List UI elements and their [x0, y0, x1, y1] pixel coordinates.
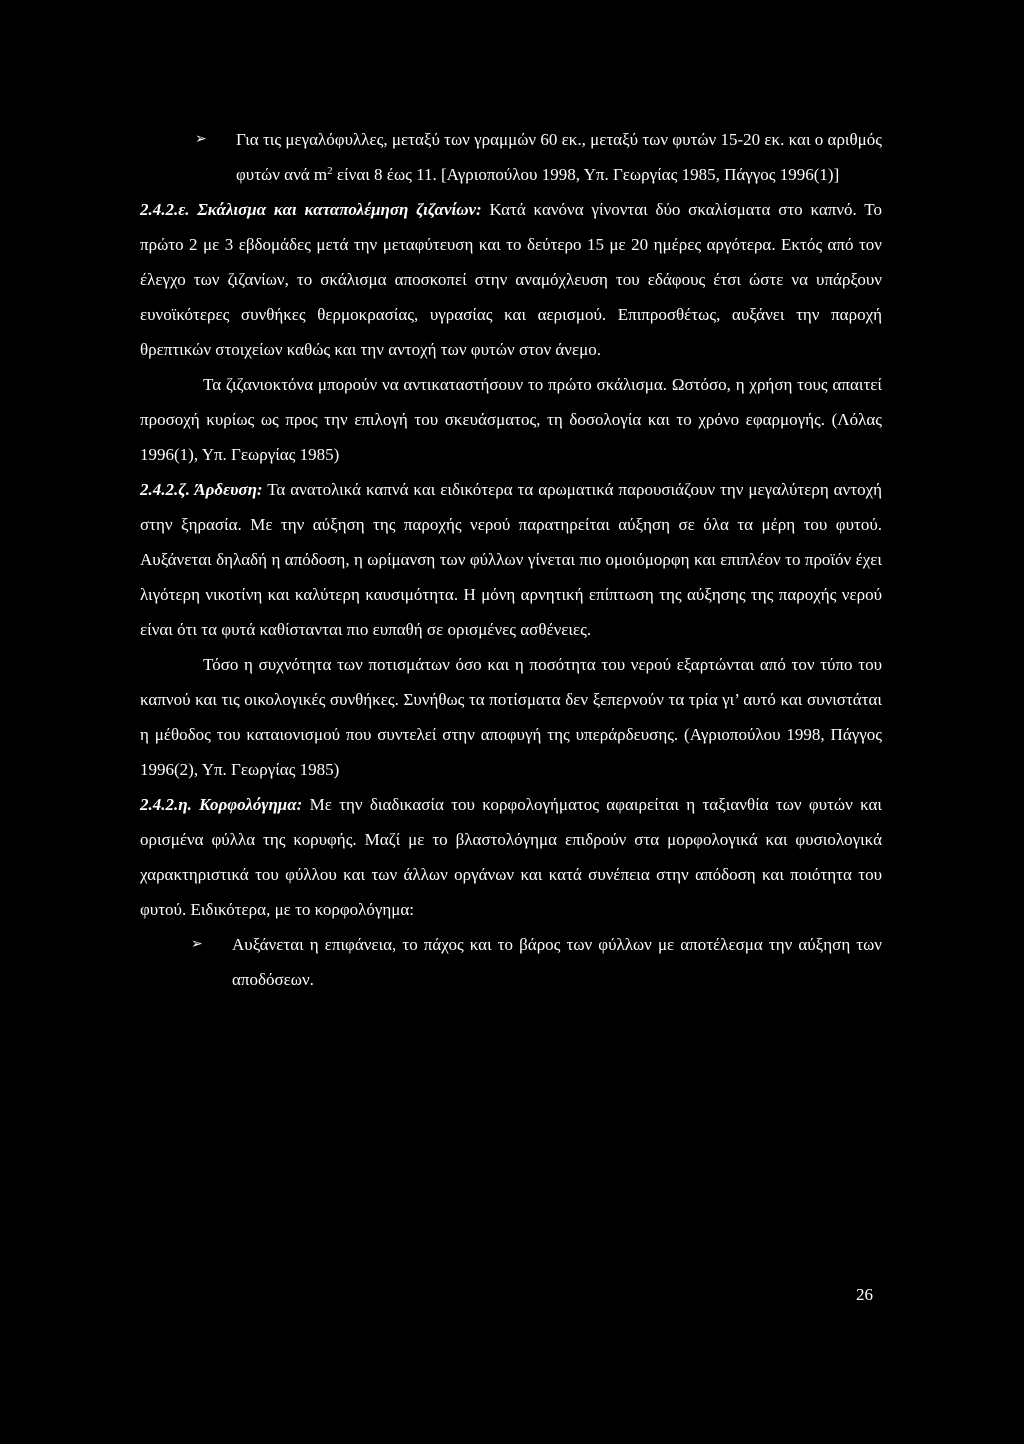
- section-body-irrigation: Τα ανατολικά καπνά και ειδικότερα τα αρωματικά παρουσιάζουν την μεγαλύτερη αντοχή στην ξηρασία. Με την αύξηση της παροχής νερού παρατηρείται αύξηση σε όλα τα μέρη του φυτού. Αυξάνεται δηλαδή η απόδοση, η ωρίμανση των φύλλων γίνεται πιο ομοιόμορφη και επιπλέον το προϊόν έχει λιγότερη νικοτίνη και καλύτερη καυσιμότητα. Η μόνη αρνητική επίπτωση της αύξησης της παροχής νερού είναι ότι τα φυτά καθίστανται πιο ευπαθή σε ορισμένες ασθένειες.: [140, 480, 883, 639]
- arrowhead-bullet-icon: ➢: [195, 131, 207, 147]
- section-heading-topping: 2.4.2.η. Κορφολόγημα:: [140, 795, 303, 814]
- superscript: 2: [327, 165, 333, 177]
- section-topping-paragraph: [140, 787, 882, 927]
- bullet-text-part-a: Για τις μεγαλόφυλλες, μεταξύ των γραμμών 60 εκ., μεταξύ των φυτών 15-20 εκ. και ο αριθμός φυτών ανά m: [236, 130, 882, 184]
- section-heading-weeding: 2.4.2.ε. Σκάλισμα και καταπολέμηση ζιζανίων:: [140, 200, 482, 219]
- section-body-weeding: Κατά κανόνα γίνονται δύο σκαλίσματα στο καπνό. Το πρώτο 2 με 3 εβδομάδες μετά την μεταφύτευση και το δεύτερο 15 με 20 ημέρες αργότερα. Εκτός από τον έλεγχο των ζιζανίων, το σκάλισμα αποσκοπεί στην αναμόχλευση του εδάφους έτσι ώστε να υπάρξουν ευνοϊκότερες συνθήκες θερμοκρασίας, υγρασίας και αερισμού. Επιπροσθέτως, αυξάνει την παροχή θρεπτικών στοιχείων καθώς και την αντοχή των φυτών στον άνεμο.: [140, 200, 882, 359]
- herbicides-paragraph: Τα ζιζανιοκτόνα μπορούν να αντικαταστήσουν το πρώτο σκάλισμα. Ωστόσο, η χρήση τους απαιτεί προσοχή κυρίως ως προς την επιλογή του σκευάσματος, τη δοσολογία και το χρόνο εφαρμογής. (Λόλας 1996(1), Υπ. Γεωργίας 1985): [140, 375, 882, 464]
- watering-frequency-paragraph: Τόσο η συχνότητα των ποτισμάτων όσο και η ποσότητα του νερού εξαρτώνται από τον τύπο του καπνού και τις οικολογικές συνθήκες. Συνήθως τα ποτίσματα δεν ξεπερνούν τα τρία γι’ αυτό και συνιστάται η μέθοδος του καταιονισμού που συντελεί στην αποφυγή της υπεράρδευσης. (Αγριοπούλου 1998, Πάγγος 1996(2), Υπ. Γεωργίας 1985): [140, 655, 882, 779]
- bullet-text-part-b: είναι 8 έως 11. [Αγριοπούλου 1998, Υπ. Γεωργίας 1985, Πάγγος 1996(1)]: [332, 165, 840, 184]
- bullet-text: Αυξάνεται η επιφάνεια, το πάχος και το βάρος των φύλλων με αποτέλεσμα την αύξηση των αποδόσεων.: [232, 935, 882, 989]
- section-weeding-paragraph: [140, 192, 882, 367]
- document-page: [140, 122, 882, 997]
- section-heading-irrigation: 2.4.2.ζ. Άρδευση:: [140, 480, 263, 499]
- page-number: 26: [856, 1285, 873, 1304]
- bullet-item-spacing: [140, 122, 882, 192]
- section-body-topping: Με την διαδικασία του κορφολογήματος αφαιρείται η ταξιανθία των φυτών και ορισμένα φύλλα της κορυφής. Μαζί με το βλαστολόγημα επιδρούν στα μορφολογικά και φυσιολογικά χαρακτηριστικά του φύλλου και των άλλων οργάνων και κατά συνέπεια στην απόδοση και ποιότητα του φυτού. Ειδικότερα, με το κορφολόγημα:: [140, 795, 882, 919]
- section-irrigation-paragraph: [140, 472, 882, 647]
- bullet-item-topping-effect: [191, 927, 882, 997]
- bullet-text: [236, 122, 882, 192]
- arrowhead-bullet-icon: ➢: [191, 936, 203, 952]
